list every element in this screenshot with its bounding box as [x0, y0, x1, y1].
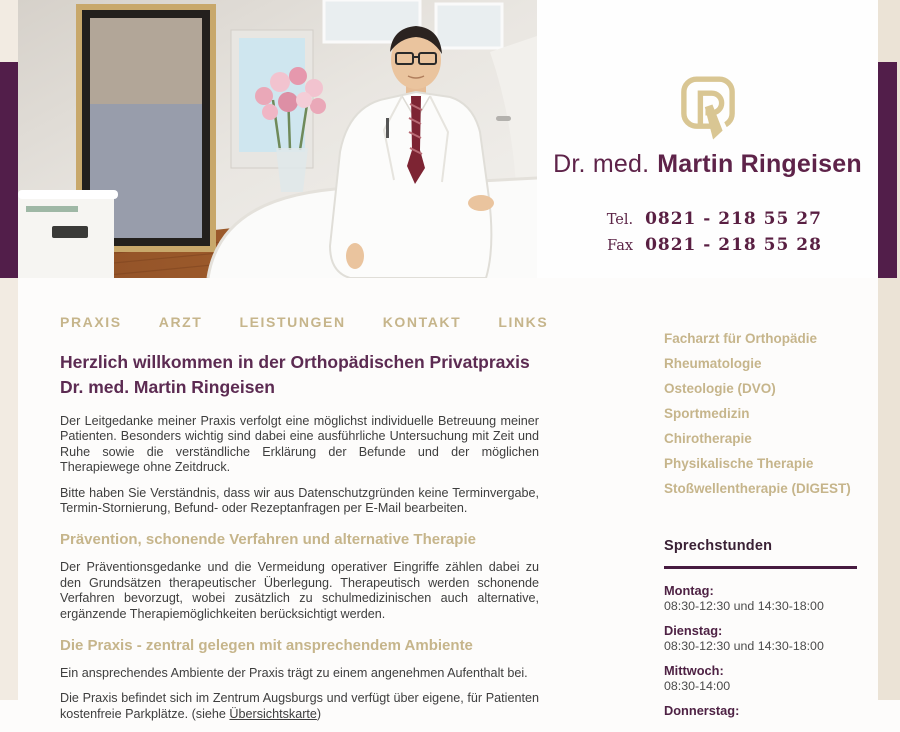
nav-item-links[interactable]: LINKS	[498, 314, 549, 330]
door-handle	[496, 116, 511, 121]
praevention-paragraph: Der Präventionsgedanke und die Vermeidung operativer Eingriffe zählen dabei zu den Grundsätzen therapeutischer Überlegung. Therapeutisch werden schonende Verfahren bevorzugt, wobei zusätzlich zu schulmedizinischen auch alternative, ergänzende Therapiemöglichkeiten berücksichtigt werden.	[60, 560, 539, 621]
specialty-item: Chirotherapie	[664, 431, 752, 446]
site-title-prefix: Dr. med.	[553, 150, 650, 178]
hours-divider	[664, 566, 857, 569]
ambiente-paragraph: Ein ansprechendes Ambiente der Praxis trägt zu einem angenehmen Aufenthalt bei.	[60, 666, 528, 681]
main-nav	[60, 314, 548, 330]
fax-row	[537, 233, 878, 259]
hours-day: Montag:	[664, 583, 714, 598]
site-title	[537, 150, 878, 179]
location-text-after: )	[316, 706, 322, 721]
fax-label: Fax	[607, 238, 634, 254]
main-content	[60, 350, 539, 732]
uebersichtskarte-link[interactable]: Übersichtskarte	[229, 706, 317, 721]
privacy-paragraph: Bitte haben Sie Verständnis, dass wir aus Datenschutzgründen keine Terminvergabe, Termin-Stornierung, Befund- oder Rezeptanfragen per E-Mail bearbeiten.	[60, 485, 539, 516]
left-accent-bar	[0, 62, 18, 278]
phone-row	[537, 207, 878, 233]
hours-day: Donnerstag:	[664, 703, 740, 718]
section-heading-praevention: Prävention, schonende Verfahren und alternative Therapie	[60, 531, 476, 549]
hours-heading: Sprechstunden	[664, 538, 773, 554]
practice-photo	[18, 0, 537, 278]
hours-entry-thursday	[664, 703, 858, 718]
nav-item-arzt[interactable]: ARZT	[158, 314, 203, 330]
hours-time: 08:30-12:30 und 14:30-18:00	[664, 639, 824, 653]
contact-block	[537, 207, 878, 259]
site-title-name: Martin Ringeisen	[657, 150, 862, 178]
header	[537, 0, 878, 278]
hours-entry-monday	[664, 583, 858, 614]
specialty-item: Physikalische Therapie	[664, 456, 814, 471]
specialty-item: Stoßwellentherapie (DIGEST)	[664, 481, 851, 496]
hours-entry-wednesday	[664, 663, 858, 694]
sidebar	[664, 326, 858, 727]
hours-time: 08:30-12:30 und 14:30-18:00	[664, 599, 824, 613]
intro-paragraph: Der Leitgedanke meiner Praxis verfolgt eine möglichst individuelle Betreuung meiner Patienten. Besonders wichtig sind dabei eine ausführliche Untersuchung mit Zeit und Ruhe sowie die verständliche Erklärung der Befunde und der möglichen Therapiewege ohne Zeitdruck.	[60, 414, 539, 475]
specialty-item: Rheumatologie	[664, 356, 762, 371]
fax-number: 0821 - 218 55 28	[645, 235, 822, 255]
location-text-before: Die Praxis befindet sich im Zentrum Augsburgs und verfügt über eigene, für Patienten kostenfreie Parkplätze. (siehe	[60, 691, 539, 721]
specialty-item: Osteologie (DVO)	[664, 381, 776, 396]
hours-day: Dienstag:	[664, 623, 723, 638]
phone-label: Tel.	[606, 212, 634, 228]
hours-time: 08:30-14:00	[664, 679, 731, 693]
phone-number: 0821 - 218 55 27	[645, 209, 822, 229]
specialty-item: Facharzt für Orthopädie	[664, 331, 818, 346]
right-accent-bar	[878, 62, 897, 278]
page-title: Herzlich willkommen in der Orthopädischen Privatpraxis Dr. med. Martin Ringeisen	[60, 352, 530, 397]
section-heading-ambiente: Die Praxis - zentral gelegen mit ansprechendem Ambiente	[60, 637, 473, 655]
nav-item-praxis[interactable]: PRAXIS	[60, 314, 122, 330]
reception-counter-left	[18, 190, 118, 278]
specialty-item: Sportmedizin	[664, 406, 750, 421]
frosted-window	[436, 4, 502, 48]
nav-item-kontakt[interactable]: KONTAKT	[382, 314, 462, 330]
location-paragraph	[60, 691, 539, 722]
logo-r-icon	[671, 76, 745, 142]
hours-day: Mittwoch:	[664, 663, 724, 678]
nav-item-leistungen[interactable]: LEISTUNGEN	[239, 314, 346, 330]
specialties-list	[664, 326, 858, 501]
hours-entry-tuesday	[664, 623, 858, 654]
practice-logo	[671, 76, 745, 142]
